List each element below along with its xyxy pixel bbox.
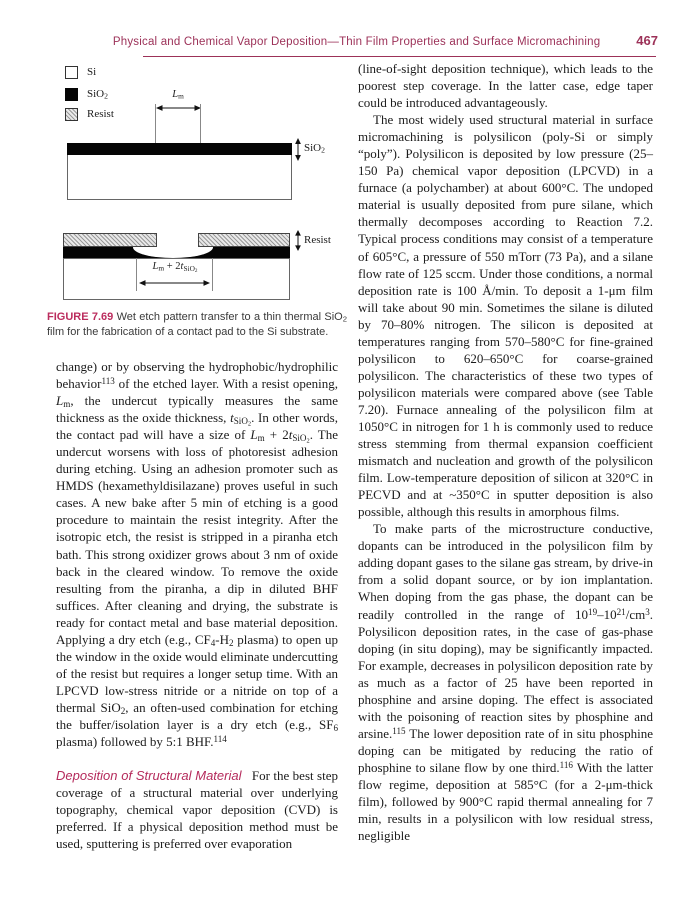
right-paragraph-1: (line-of-sight deposition technique), which leads to the poorest step coverage. In the latter case, edge taper could be introduced advantageously. [358,61,653,111]
figure-caption-text: Wet etch pattern transfer to a thin thermal SiO$_2$ film for the fabrication of a contact pad to the Si substrate. [47,311,347,338]
figure-7-69 [47,58,359,358]
running-header [0,33,658,48]
structural-material-paragraph [56,767,338,852]
undercut-dim-arrow [139,279,210,287]
resist-thickness-arrow [294,230,302,251]
resist-layer-right [198,233,290,247]
figure-caption [47,310,347,340]
sio2-thickness-arrow [294,138,302,161]
resist-layer-left [63,233,157,247]
subsection-heading: Deposition of Structural Material [56,768,242,784]
undercut-guide-right [212,258,213,291]
legend-label-si: Si [87,66,97,78]
lm-guide-left [155,104,156,143]
right-paragraph-2: The most widely used structural material in surface micromachining is polysilicon (poly-Si or simply “poly”). Polysilicon is deposited by low pressure (25–150 Pa) chemical vapor deposition (LPCVD) in a furnace (a polychamber) at about 600°C. The undoped material is usually deposited from pure silane, which thermally decomposes according to Reaction 7.2. Typical process conditions may consist of a temperature of 605°C, a pressure of 550 mTorr (73 Pa), and a silane flow rate of 125 sccm. Under those conditions, a normal deposition rate is 100 Å/min. To deposit a 1-μm film will take about 90 min. Sometimes the silane is diluted by 70–80% nitrogen. The silicon is deposited at temperatures ranging from 570–580°C for fine-grained polysilicon to 620–650°C for coarse-grained polysilicon. The characteristics of these two types of polysilicon materials were compared above (see Table 7.20). Furnace annealing of the polysilicon film at 1050°C in nitrogen for 1 h is commonly used to reduce stress stemming from thermal expansion coefficient mismatch and nucleation and growth of the polysilicon film. Low-temperature deposition of silicon at 320°C in PECVD and at ~350°C in sputter deposition is also possible, although this results in amorphous films. [358,112,653,520]
undercut-guide-left [136,258,137,291]
structural-material-text: For the best step coverage of a structural material over underlying topography, chemical vapor deposition (CVD) is preferred. If a physical deposition method must be used, sputtering is preferred over evaporation [56,768,338,852]
left-paragraph-1: change) or by observing the hydrophobic/hydrophilic behavior$^{113}$ of the etched layer. With a resist opening, $L_m$, the undercut typically measures the same thickness as the oxide thickness, $t_{SiO_2}$. In other words, the contact pad will have a size of $L_m + 2t_{SiO_2}$. The undercut worsens with loss of photoresist adhesion during etching. Using an adhesion promoter such as HMDS (hexamethyldisilazane) proves useful in such cases. A new bake after 5 min of etching is a good procedure to maintain the resist integrity. After the isotropic etch, the resist is stripped in a piranha etch bath. This strong oxidizer grows about 3 nm of oxide back in the cleared window. To remove the oxide resulting from the piranha, a dip in diluted BHF suffices. After cleaning and drying, the substrate is ready for contact metal and base material deposition. Applying a dry etch (e.g., $CF_4-H_2$ plasma) to open up the window in the oxide would eliminate undercutting of the resist but requires a longer setup time. With an LPCVD low-stress nitride or a nitride on top of a thermal SiO$_2$, an often-used combination for etching the buffer/isolation layer is a dry etch (e.g., $SF_6$ plasma) followed by 5:1 BHF.$^{114}$ [56,359,338,750]
legend-label-resist: Resist [87,108,114,120]
right-paragraph-3: To make parts of the microstructure conductive, dopants can be introduced in the polysilicon film by adding dopant gases to the silane gas stream, by drive-in from a solid dopant source, or by ion implantation. When doping from the gas phase, the dopant can be readily controlled in the range of $10^{19}-10^{21}/cm^3$. Polysilicon deposition rates, in the case of gas-phase doping (in situ doping), may be significantly impacted. For example, decreases in polysilicon deposition rate by as much as a factor of 25 have been reported in phosphine and arsine doping. The effect is associated with the poisoning of reaction sites by phosphine and arsine.$^{115}$ The lower deposition rate of in situ phosphine doping can be mitigated by reducing the ratio of phosphine to silane flow by one third.$^{116}$ With the latter flow regime, deposition at 585°C (for a 2-μm-thick film), followed by 900°C rapid thermal annealing for 7 min, results in a polysilicon with low residual stress, negligible [358,521,654,844]
sio2-thickness-label: SiO$_2$ [304,142,325,155]
right-column [358,60,653,844]
header-rule [143,56,656,57]
figure-caption-label: FIGURE 7.69 [47,311,114,323]
lm-dim-arrow [156,104,201,112]
legend-label-sio2: SiO$_2$ [87,88,108,101]
legend-swatch-sio2 [65,88,78,101]
header-title: Physical and Chemical Vapor Deposition—Thin Film Properties and Surface Micromachining [112,36,601,48]
resist-thickness-label: Resist [304,234,331,246]
undercut-dim-label: $L_m + 2t_{SiO_2}$ [152,261,198,274]
lm-dim-label: $L_m$ [172,89,184,101]
lm-guide-right [200,104,201,143]
legend-swatch-resist [65,108,78,121]
legend-swatch-si [65,66,78,79]
sio2-layer-top-diagram [67,143,292,155]
page-number: 467 [636,33,658,48]
left-column [56,358,338,852]
